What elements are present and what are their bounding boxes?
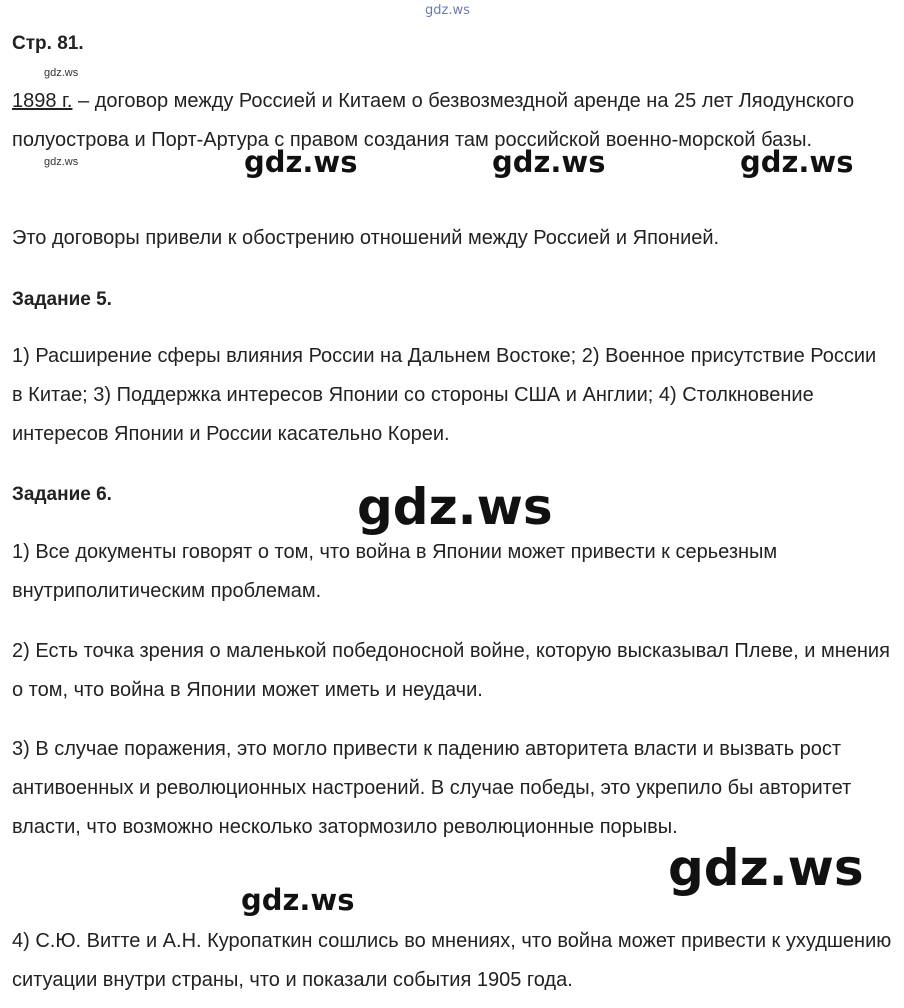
task-5-heading: Задание 5. (12, 289, 112, 310)
watermark-top: gdz.ws (425, 3, 470, 18)
watermark-large: gdz.ws (668, 839, 864, 897)
task-6-answer-2: 2) Есть точка зрения о маленькой победоносной войне, которую высказывал Плеве, и мнения о том, что война в Японии может иметь и неудачи. (12, 640, 890, 701)
task-6-answer-3: 3) В случае поражения, это могло привести к падению авторитета власти и вызвать рост антивоенных и революционных настроений. В случае победы, это укрепило бы авторитет власти, что возможно несколько затормозило революционные порывы. (12, 738, 852, 838)
watermark-small: gdz.ws (44, 67, 79, 79)
watermark-mid: gdz.ws (241, 883, 355, 917)
task-5-answer: 1) Расширение сферы влияния России на Дальнем Востоке; 2) Военное присутствие России в Китае; 3) Поддержка интересов Японии со стороны США и Англии; 4) Столкновение интересов Японии и России касательно Кореи. (12, 345, 877, 445)
task-6-heading: Задание 6. (12, 484, 112, 505)
paragraph-conclusion: Это договоры привели к обострению отношений между Россией и Японией. (12, 227, 720, 249)
watermark-large: gdz.ws (357, 478, 553, 536)
task-6-answer-4: 4) С.Ю. Витте и А.Н. Куропаткин сошлись во мнениях, что война может привести к ухудшению ситуации внутри страны, что и показали события 1905 года. (12, 930, 892, 991)
paragraph-1898-text: – договор между Россией и Китаем о безвозмездной аренде на 25 лет Ляодунского полуострова и Порт-Артура с правом создания там российской военно-морской базы. (12, 90, 855, 151)
watermark-mid: gdz.ws (492, 145, 606, 179)
watermark-mid: gdz.ws (244, 145, 358, 179)
watermark-small: gdz.ws (44, 156, 79, 168)
watermark-mid: gdz.ws (740, 145, 854, 179)
page-reference: Стр. 81. (12, 33, 84, 54)
year-1898: 1898 г. (12, 90, 73, 112)
task-6-answer-1: 1) Все документы говорят о том, что война в Японии может привести к серьезным внутриполитическим проблемам. (12, 541, 778, 602)
